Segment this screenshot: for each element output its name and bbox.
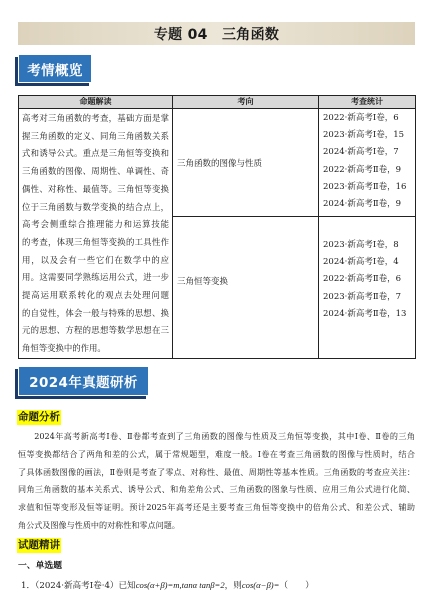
interpretation-line: 式和诱导公式。重点是三角恒等变换和 [22, 148, 169, 159]
answer-blank: （ ） [279, 581, 314, 591]
analysis-label: 命题分析 [18, 411, 60, 423]
interpretation-line: 三角函数的图像、周期性、单调性、奇 [22, 166, 169, 177]
statistics-item: 2023·新高考Ⅰ卷，8 [323, 240, 399, 250]
interpretation-line: 用，以及会有一些它们在数学中的应 [22, 254, 169, 265]
analysis-line: 2024年高考新高考Ⅰ卷、Ⅱ卷都考查到了三角函数的图像与性质及三角恒等变换，其中Ⅰ卷、Ⅱ卷的三角 [34, 431, 415, 441]
table-header-interpretation: 命题解读 [19, 96, 173, 109]
interpretation-line: 握三角函数的定义、同角三角函数关系 [22, 130, 169, 141]
statistics-cell-identity-transform [319, 217, 416, 359]
analysis-paragraph [18, 428, 415, 535]
section-badge-exam-review [15, 366, 149, 399]
statistics-item: 2024·新高考Ⅰ卷，7 [323, 147, 399, 158]
direction-cell-graph-properties: 三角函数的图像与性质 [173, 109, 319, 217]
statistics-item: 2024·新高考Ⅱ卷，9 [323, 199, 402, 210]
interpretation-line: 位于三角函数与数学变换的结合点上， [22, 201, 169, 212]
question-1 [21, 578, 314, 593]
statistics-item: 2023·新高考Ⅱ卷，16 [323, 181, 407, 192]
overview-table [18, 95, 416, 359]
interpretation-line: 高考会侧重综合推理能力和运算技能 [22, 219, 169, 230]
section-heading-single-choice: 一、单选题 [18, 561, 62, 571]
title-bar [18, 22, 415, 45]
analysis-line: 求值和恒等变形及恒等证明。预计2025年高考还是主要考查三角恒等变换中的倍角公式、和差公式、辅助 [18, 502, 415, 513]
interpretation-line: 偶性、对称性、最值等。三角恒等变换 [22, 183, 169, 194]
section-badge-overview [15, 54, 92, 86]
table-header-direction: 考向 [173, 96, 319, 109]
statistics-item: 2023·新高考Ⅱ卷，7 [323, 291, 402, 302]
table-header-statistics: 考查统计 [319, 96, 416, 109]
question-prefix: 1．（2024·新高考Ⅰ卷·4）已知 [21, 581, 136, 591]
interpretation-line: 的考查，体现三角恒等变换的工具性作 [22, 236, 169, 247]
analysis-line: 恒等变换都结合了两角和差的公式，属于常规题型，难度一般。Ⅰ卷在考查三角函数的图像与性质时，结合 [18, 448, 415, 459]
statistics-item: 2024·新高考Ⅰ卷，4 [323, 257, 399, 268]
statistics-item: 2022·新高考Ⅰ卷，6 [323, 113, 399, 123]
direction-cell-identity-transform: 三角恒等变换 [173, 217, 319, 359]
statistics-item: 2022·新高考Ⅱ卷，6 [323, 274, 402, 285]
interpretation-cell [19, 109, 173, 359]
document-title: 专题 04 三角函数 [153, 26, 280, 43]
interpretation-line: 的自觉性，体会一般与特殊的思想、换 [22, 307, 169, 318]
analysis-line: 角公式及图像与性质中的对称性和零点问题。 [18, 519, 180, 530]
statistics-cell-graph-properties [319, 109, 416, 217]
statistics-item: 2023·新高考Ⅰ卷，15 [323, 130, 405, 141]
badge-label: 考情概览 [18, 54, 92, 83]
question-connector: ，则 [224, 581, 242, 591]
interpretation-line: 高考对三角函数的考查，基础方面是掌 [22, 113, 169, 123]
interpretation-line: 提高运用联系转化的观点去处理问题 [22, 290, 169, 301]
practice-label: 试题精讲 [18, 539, 60, 551]
interpretation-line: 元的思想、方程的思想等数学思想在三 [22, 325, 169, 336]
statistics-item: 2022·新高考Ⅱ卷，9 [323, 164, 402, 175]
analysis-line: 了具体函数图像的画法，Ⅱ卷则是考查了零点、对称性、最值、周期性等基本性质。三角函数的考查应关注： [18, 466, 415, 477]
badge-label: 2024年真题研析 [18, 366, 149, 396]
interpretation-line: 用。这需要同学熟练运用公式，进一步 [22, 272, 169, 283]
question-given-expression: cos(α+β)=m,tanα tanβ=2 [135, 580, 225, 590]
statistics-item: 2024·新高考Ⅱ卷，13 [323, 308, 407, 319]
question-asked-expression: cos(α−β)= [241, 580, 280, 590]
analysis-line: 同角三角函数的基本关系式、诱导公式、和角差角公式、三角函数的图象与性质、应用三角公式进行化简、 [18, 484, 415, 495]
interpretation-line: 角恒等变换中的作用。 [22, 343, 106, 354]
